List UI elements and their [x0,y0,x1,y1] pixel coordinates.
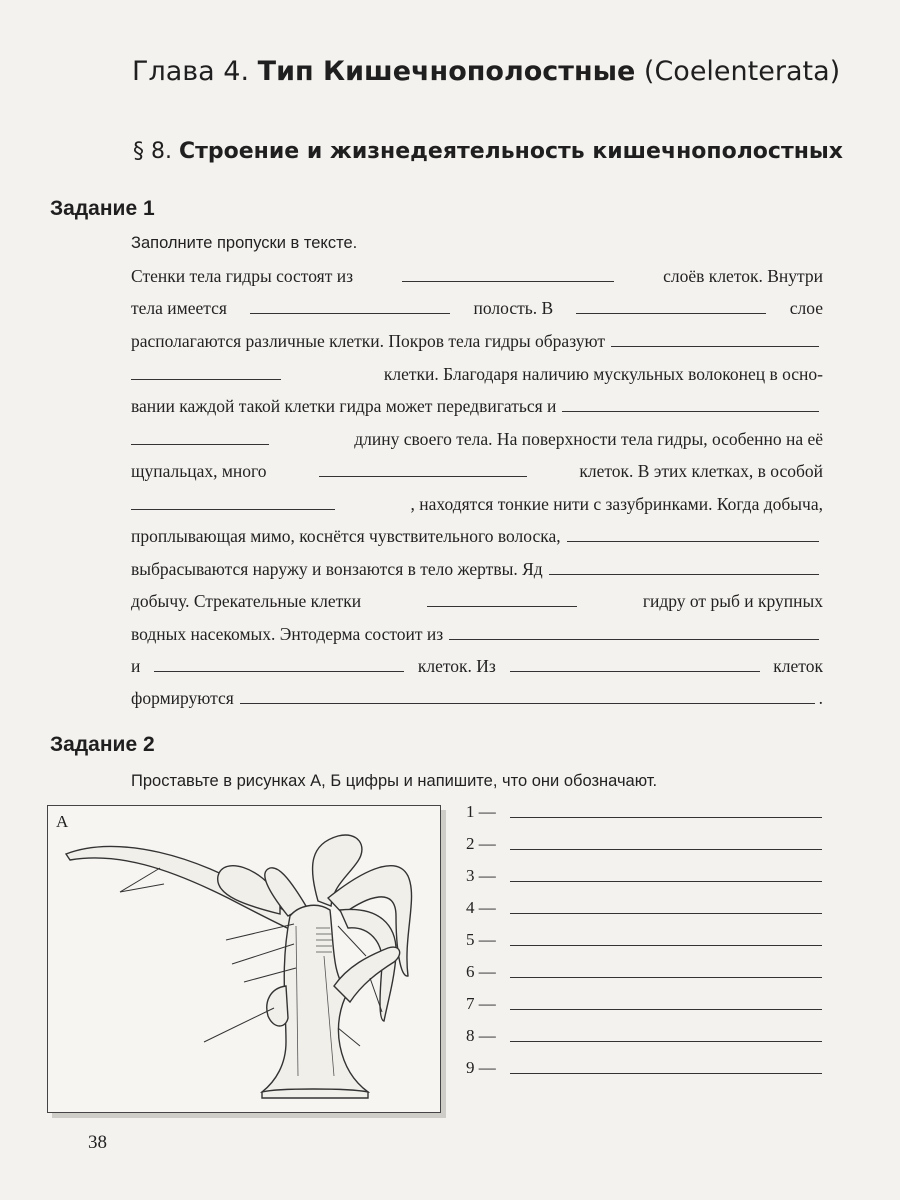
task1-line-3: располагаются различные клетки. Покров тела гидры образуют [131,327,823,351]
blank-9[interactable] [131,508,335,510]
blank-13[interactable] [449,638,819,640]
page-number: 38 [88,1132,107,1153]
task1-line-1: Стенки тела гидры состоят из слоёв клеток. Внутри [131,266,823,286]
task1-line-5: вании каждой такой клетки гидра может передвигаться и [131,392,823,416]
answer-row-1: 1 — [466,802,822,822]
task1-line-6: длину своего тела. На поверхности тела гидры, особенно на её [131,425,823,449]
blank-8[interactable] [319,475,527,477]
blank-10[interactable] [567,540,819,542]
hydra-drawing [48,806,440,1112]
blank-5[interactable] [131,378,281,380]
blank-11[interactable] [549,573,819,575]
task2-heading: Задание 2 [50,733,155,756]
answer-row-2: 2 — [466,834,822,854]
blank-4[interactable] [611,345,819,347]
answer-line-1[interactable] [510,817,822,818]
task1-line-10: выбрасываются наружу и вонзаются в тело жертвы. Яд [131,555,823,579]
blank-2[interactable] [250,312,450,314]
blank-3[interactable] [576,312,766,314]
blank-6[interactable] [562,410,819,412]
blank-1[interactable] [402,280,614,282]
answer-line-4[interactable] [510,913,822,914]
answer-line-6[interactable] [510,977,822,978]
blank-14[interactable] [154,670,404,672]
task1-line-12: водных насекомых. Энтодерма состоит из [131,620,823,644]
answer-line-5[interactable] [510,945,822,946]
task2-instruction: Проставьте в рисунках А, Б цифры и напишите, что они обозначают. [131,772,658,790]
task1-line-8: , находятся тонкие нити с зазубринками. Когда добыча, [131,490,823,514]
blank-15[interactable] [510,670,760,672]
task1-line-13: и клеток. Из клеток [131,656,823,676]
answer-line-2[interactable] [510,849,822,850]
blank-12[interactable] [427,605,577,607]
answer-row-6: 6 — [466,962,822,982]
task1-line-2: тела имеется полость. В слое [131,298,823,318]
answer-line-7[interactable] [510,1009,822,1010]
task1-instruction: Заполните пропуски в тексте. [131,234,358,252]
chapter-title: Глава 4. Тип Кишечнополостные (Coelenterata) [132,56,841,87]
task1-line-11: добычу. Стрекательные клетки гидру от рыб и крупных [131,591,823,611]
answer-row-9: 9 — [466,1058,822,1078]
task1-line-7: щупальцах, много клеток. В этих клетках, в особой [131,461,823,481]
hydra-figure [47,805,441,1113]
task1-heading: Задание 1 [50,197,155,220]
answer-line-3[interactable] [510,881,822,882]
answer-row-8: 8 — [466,1026,822,1046]
answer-line-8[interactable] [510,1041,822,1042]
blank-16[interactable] [240,702,815,704]
answer-row-7: 7 — [466,994,822,1014]
blank-7[interactable] [131,443,269,445]
answer-row-5: 5 — [466,930,822,950]
section-title: § 8. Строение и жизнедеятельность кишечнополостных [133,139,844,164]
figure-label: А [56,812,69,831]
task1-line-14: формируются . [131,688,823,708]
task1-line-9: проплывающая мимо, коснётся чувствительного волоска, [131,522,823,546]
answer-row-3: 3 — [466,866,822,886]
answer-row-4: 4 — [466,898,822,918]
answer-line-9[interactable] [510,1073,822,1074]
task1-line-4: клетки. Благодаря наличию мускульных волоконец в осно- [131,360,823,384]
